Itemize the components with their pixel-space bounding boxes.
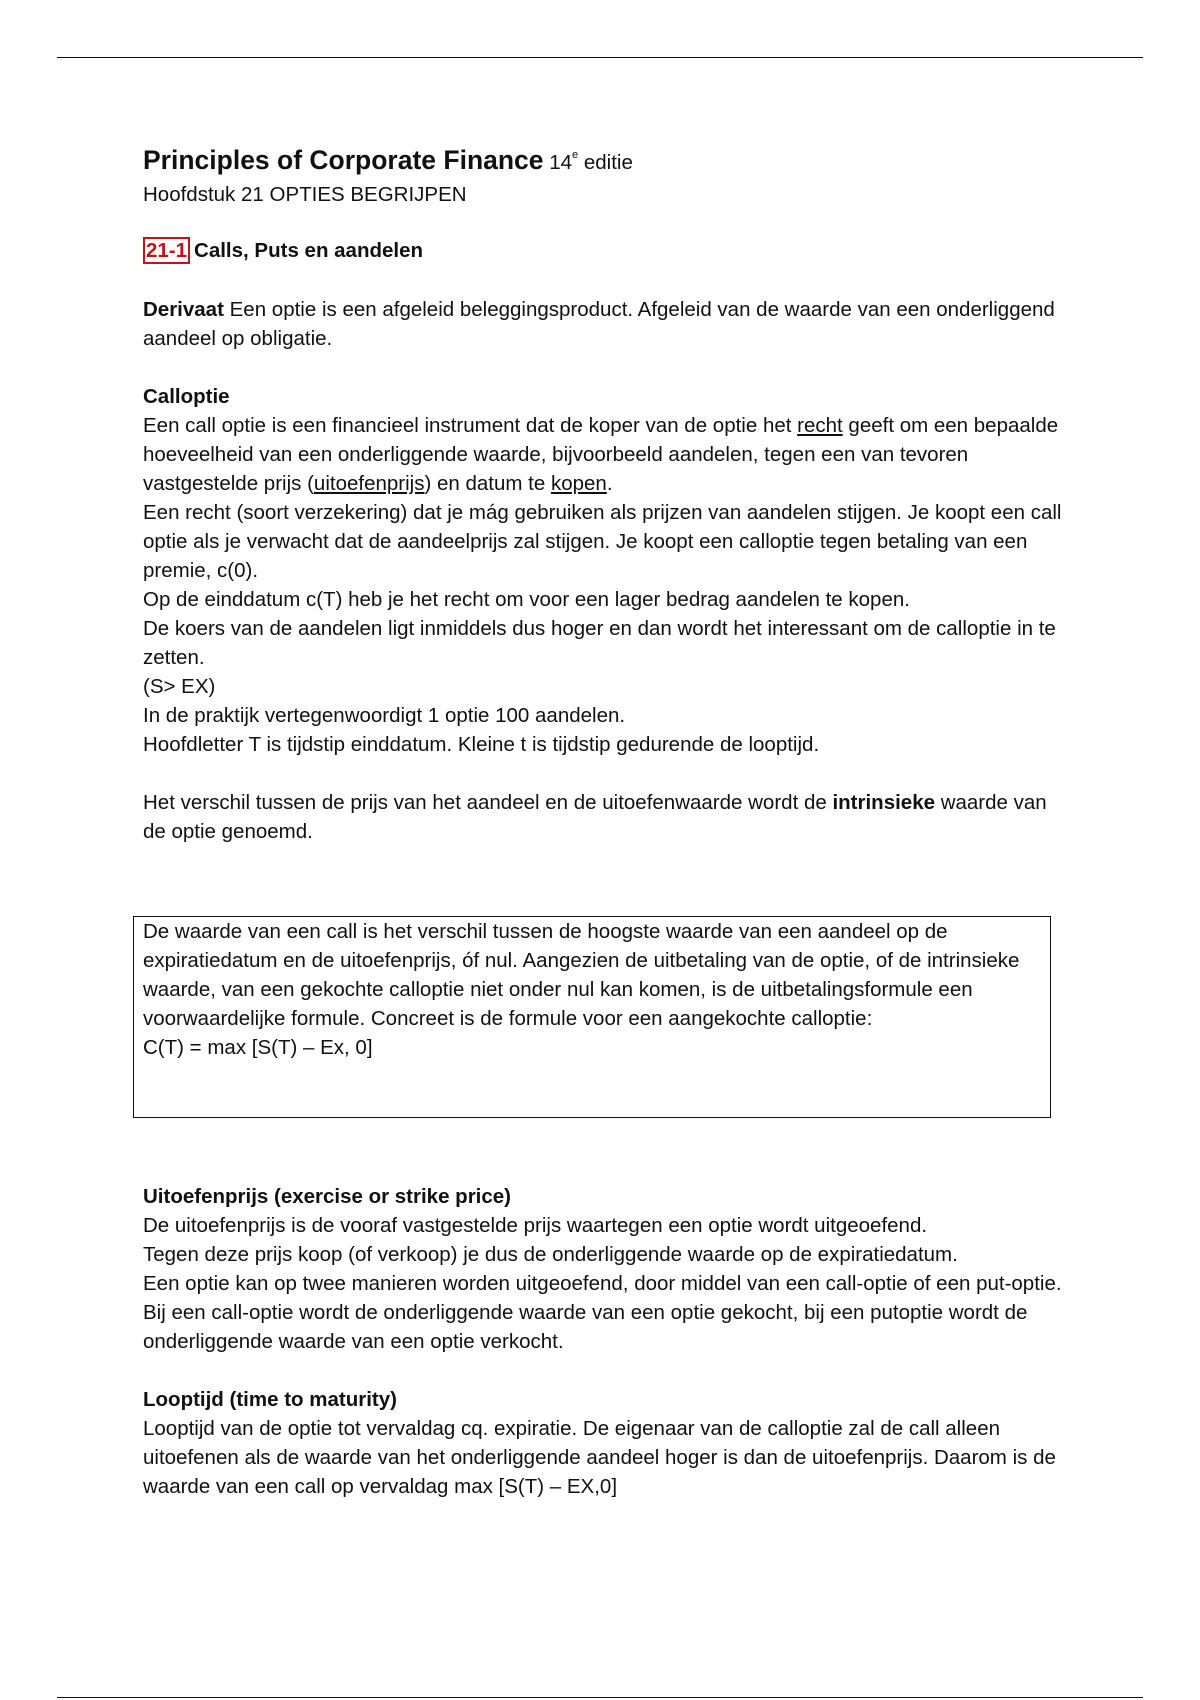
calloptie-p1-c: ) en datum te (424, 471, 551, 495)
calloptie-p1-a: Een call optie is een financieel instrument dat de koper van de optie het (143, 413, 798, 437)
calloptie-p1-b: geeft om een bepaalde hoeveelheid van een onderliggende waarde, bijvoorbeeld aandelen, tegen een van tevoren vastgestelde prijs ( (143, 413, 1059, 495)
looptijd-paragraph-1: Looptijd van de optie tot vervaldag cq. expiratie. De eigenaar van de calloptie zal de call alleen uitoefenen als de waarde van het onderliggende aandeel hoger is dan de uitoefenprijs. Daarom is de waarde van een call op vervaldag max [S(T) – EX,0] (143, 1417, 1056, 1498)
underlined-recht: recht (797, 413, 843, 437)
calloptie-paragraph-7: Hoofdletter T is tijdstip einddatum. Kleine t is tijdstip gedurende de looptijd. (143, 732, 820, 756)
intrinsieke-term: intrinsieke (832, 790, 935, 814)
section-number: 21-1 (143, 237, 190, 264)
edition (549, 151, 633, 174)
calloptie-paragraph-5: (S> EX) (143, 674, 216, 698)
lower-body (143, 1182, 1063, 1501)
edition-sup: e (572, 149, 579, 161)
section-heading (143, 236, 1063, 266)
calloptie-paragraph-6: In de praktijk vertegenwoordigt 1 optie 100 aandelen. (143, 703, 626, 727)
underlined-uitoefenprijs: uitoefenprijs (313, 471, 425, 495)
calloptie-paragraph-4: De koers van de aandelen ligt inmiddels dus hoger en dan wordt het interessant om de calloptie in te zetten. (143, 616, 1056, 669)
calloptie-p1-d: . (606, 471, 613, 495)
bottom-rule (57, 1697, 1143, 1698)
top-rule (57, 57, 1143, 58)
derivaat-paragraph (143, 295, 1063, 353)
looptijd-heading: Looptijd (time to maturity) (143, 1388, 397, 1411)
uitoefenprijs-heading: Uitoefenprijs (exercise or strike price) (143, 1185, 512, 1208)
document-title: Principles of Corporate Finance (143, 144, 544, 175)
calloptie-paragraph-8 (143, 788, 1063, 846)
call-value-box (133, 916, 1051, 1118)
calloptie-p8-a: Het verschil tussen de prijs van het aandeel en de uitoefenwaarde wordt de (143, 790, 833, 814)
calloptie-paragraph-1 (143, 411, 1063, 498)
uitoefenprijs-paragraph-1: De uitoefenprijs is de vooraf vastgestelde prijs waartegen een optie wordt uitgeoefend. (143, 1214, 928, 1237)
box-text: De waarde van een call is het verschil tussen de hoogste waarde van een aandeel op de expiratiedatum en de uitoefenprijs, óf nul. Aangezien de uitbetaling van de optie, of de intrinsieke waarde, van een gekochte calloptie niet onder nul kan komen, is de uitbetalingsformule een voorwaardelijke formule. Concreet is de formule voor een aangekochte calloptie: (143, 920, 1020, 1030)
uitoefenprijs-paragraph-2: Tegen deze prijs koop (of verkoop) je dus de onderliggende waarde op de expiratiedatum. (143, 1243, 958, 1266)
calloptie-heading: Calloptie (143, 384, 230, 408)
derivaat-text: Een optie is een afgeleid beleggingsproduct. Afgeleid van de waarde van een onderliggend aandeel op obligatie. (143, 297, 1055, 350)
uitoefenprijs-paragraph-3: Een optie kan op twee manieren worden uitgeoefend, door middel van een call-optie of een put-optie. Bij een call-optie wordt de onderliggende waarde van een optie gekocht, bij een putoptie wordt de onderliggende waarde van een optie verkocht. (143, 1272, 1062, 1353)
document-body (143, 140, 1063, 846)
derivaat-term: Derivaat (143, 297, 224, 321)
calloptie-p8-c: waarde van de optie genoemd. (143, 790, 1047, 843)
calloptie-paragraph-3: Op de einddatum c(T) heb je het recht om voor een lager bedrag aandelen te kopen. (143, 587, 910, 611)
box-formula: C(T) = max [S(T) – Ex, 0] (143, 1036, 373, 1059)
underlined-kopen: kopen (550, 471, 607, 495)
chapter-title: Hoofdstuk 21 OPTIES BEGRIJPEN (143, 182, 467, 206)
edition-number: 14 (549, 150, 573, 174)
calloptie-paragraph-2: Een recht (soort verzekering) dat je mág gebruiken als prijzen van aandelen stijgen. Je koopt een call optie als je verwacht dat de aandeelprijs zal stijgen. Je koopt een calloptie tegen betaling van een premie, c(0). (143, 500, 1062, 582)
section-title: Calls, Puts en aandelen (194, 238, 424, 262)
edition-label: editie (583, 150, 633, 174)
title-line (143, 140, 1063, 181)
